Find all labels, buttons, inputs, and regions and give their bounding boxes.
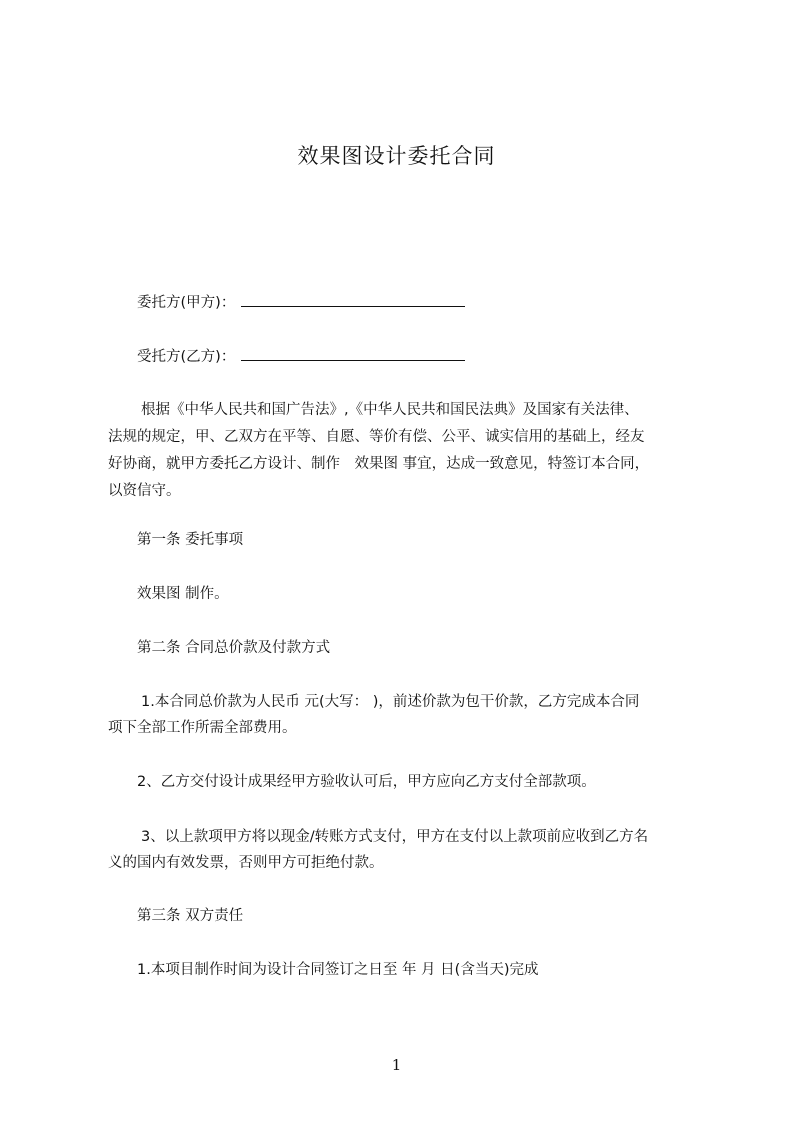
party-b-blank [241, 346, 465, 361]
article2-item1-line1: 1.本合同总价款为人民币 元(大写： )，前述价款为包干价款，乙方完成本合同 [141, 694, 640, 710]
article2-item3-line1: 3、以上款项甲方将以现金/转账方式支付，甲方在支付以上款项前应收到乙方名 [141, 829, 649, 845]
article2-item3-line2: 义的国内有效发票，否则甲方可拒绝付款。 [108, 855, 384, 871]
preamble-line-3: 好协商，就甲方委托乙方设计、制作 效果图 事宜，达成一致意见，特签订本合同， [108, 456, 650, 472]
party-a-blank [241, 292, 465, 307]
article2-item2: 2、乙方交付设计成果经甲方验收认可后，甲方应向乙方支付全部款项。 [137, 774, 596, 790]
article2-heading: 第二条 合同总价款及付款方式 [137, 640, 331, 656]
party-b-line [137, 346, 465, 366]
article1-heading: 第一条 委托事项 [137, 532, 244, 548]
preamble-line-1: 根据《中华人民共和国广告法》,《中华人民共和国民法典》及国家有关法律、 [141, 402, 639, 418]
party-a-line [137, 292, 465, 312]
article1-content: 效果图 制作。 [137, 586, 229, 602]
article2-item1-line2: 项下全部工作所需全部费用。 [108, 720, 297, 736]
article3-item1: 1.本项目制作时间为设计合同签订之日至 年 月 日(含当天)完成 [137, 962, 539, 978]
preamble-line-4: 以资信守。 [108, 483, 181, 499]
party-b-label: 受托方(乙方)： [137, 349, 236, 365]
preamble-line-2: 法规的规定，甲、乙双方在平等、自愿、等价有偿、公平、诚实信用的基础上，经友 [108, 429, 645, 445]
page-title: 效果图设计委托合同 [297, 144, 496, 168]
article3-heading: 第三条 双方责任 [137, 908, 244, 924]
party-a-label: 委托方(甲方)： [137, 295, 236, 311]
page-number: 1 [391, 1056, 402, 1074]
